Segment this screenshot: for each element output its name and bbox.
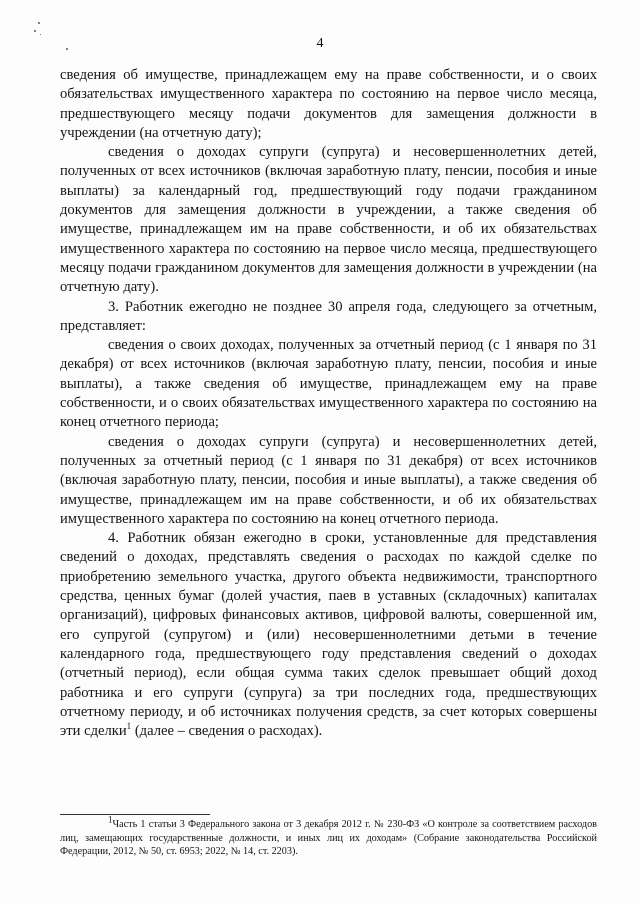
- paragraph-tail: (далее – сведения о расходах).: [131, 723, 323, 740]
- page-number: 4: [316, 36, 324, 51]
- paragraph: сведения о доходах супруги (супруга) и несовершеннолетних детей, полученных за отчетный период (с 1 января по 31 декабря) от всех источников (включая заработную плату, пенсии, пособия и иные выплаты), а также сведения об имуществе, принадлежащем им на праве собственности, и об их обязательствах имущественного характера по состоянию на конец отчетного периода.: [60, 433, 597, 527]
- paragraph-with-footnote: [60, 529, 597, 741]
- document-body: [60, 66, 597, 741]
- footnote-reference[interactable]: 1: [126, 721, 132, 732]
- footnote-text: Часть 1 статьи 3 Федерального закона от 3 декабря 2012 г. № 230-ФЗ «О контроле за соответствием расходов лиц, замещающих государственные должности, и иных лиц их доходам» (Собрание законодательства Российской Федерации, 2012, № 50, ст. 6953; 2022, № 14, ст. 2203).: [60, 819, 597, 858]
- footnote-marker: 1: [108, 814, 113, 825]
- paragraph: сведения об имуществе, принадлежащем ему на праве собственности, и о своих обязательствах имущественного характера по состоянию на первое число месяца, предшествующего месяцу подачи документов для замещения должности в учреждении (на отчетную дату);: [60, 67, 597, 141]
- paragraph: 3. Работник ежегодно не позднее 30 апреля года, следующего за отчетным, представляет:: [60, 298, 597, 334]
- scan-speck: [38, 22, 40, 24]
- footnote: [60, 814, 597, 859]
- paragraph: сведения о доходах супруги (супруга) и несовершеннолетних детей, полученных от всех источников (включая заработную плату, пенсии, пособия и иные выплаты) за календарный год, предшествующий году подачи гражданином документов для замещения должности в учреждении, а также сведения об имуществе, принадлежащем им на праве собственности, и об их обязательствах имущественного характера по состоянию на первое число месяца, предшествующего месяцу подачи гражданином документов для замещения должности в учреждении (на отчетную дату).: [60, 144, 597, 296]
- footnote-separator: [60, 814, 210, 815]
- paragraph-text: 4. Работник обязан ежегодно в сроки, установленные для представления сведений о доходах, представлять сведения о расходах по каждой сделке по приобретению земельного участка, другого объекта недвижимости, транспортного средства, ценных бумаг (долей участия, паев в уставных (складочных) капиталах организаций), цифровых финансовых активов, цифровой валюты, совершенной им, его супругой (супругом) и (или) несовершеннолетними детьми в течение календарного года, предшествующего году представления сведений о доходах (отчетный период), если общая сумма таких сделок превышает общий доход работника и его супруги (супруга) за три последних года, предшествующих отчетному периоду, и об источниках получения средств, за счет которых совершены эти сделки: [60, 530, 597, 740]
- scan-speck: [34, 30, 36, 32]
- scan-speck: [66, 48, 68, 50]
- paragraph: сведения о своих доходах, полученных за отчетный период (с 1 января по 31 декабря) от всех источников (включая заработную плату, пенсии, пособия и иные выплаты), а также сведения об имуществе, принадлежащем ему на праве собственности, и о своих обязательствах имущественного характера по состоянию на конец отчетного периода;: [60, 337, 597, 431]
- scan-speck: [40, 34, 41, 35]
